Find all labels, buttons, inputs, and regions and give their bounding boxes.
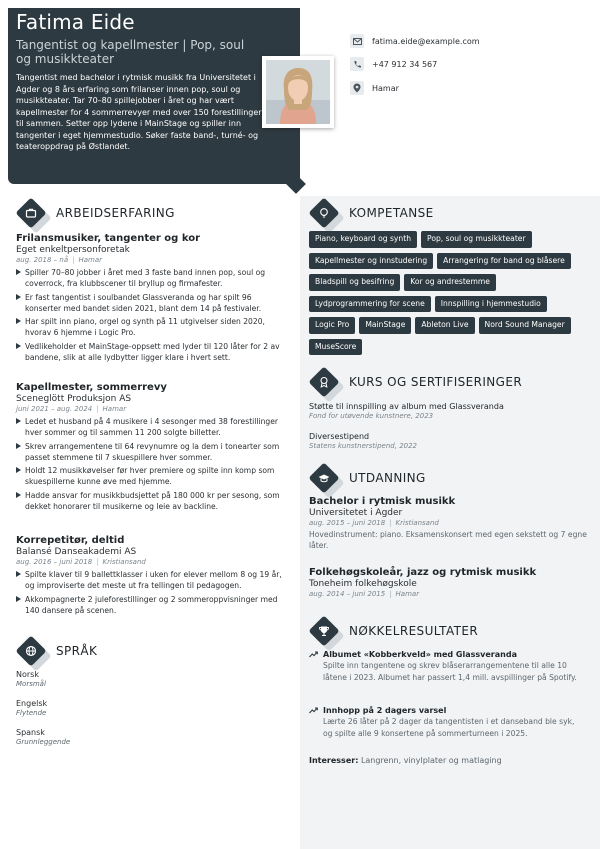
email-icon: [350, 34, 364, 48]
language-item: Norsk Morsmål: [16, 670, 46, 688]
candidate-name: Fatima Eide: [16, 10, 135, 34]
education-org: Universitetet i Agder: [309, 508, 403, 518]
skill-tag: MainStage: [359, 317, 411, 334]
language-item: Engelsk Flytende: [16, 699, 48, 717]
candidate-title: Tangentist og kapellmester | Pop, soul og musikkteater: [16, 38, 245, 66]
result-desc: Lærte 26 låter på 2 dager da tangentisten i et danseband ble syk, og spilte alle 9 konsertene på sommerturneen i 2025.: [323, 717, 575, 738]
courses-title: KURS OG SERTIFISERINGER: [349, 375, 523, 389]
course-item: Diversestipend Statens kunstnerstipend, 2022: [309, 432, 418, 450]
interests: [309, 756, 502, 765]
trend-up-icon: [309, 707, 318, 714]
email-text[interactable]: fatima.eide@example.com: [372, 36, 480, 46]
job-bullet: Er fast tangentist i soulbandet Glassveranda og har spilt 96 konserter med bandet siden 2021, blant dem 14 på festivaler.: [16, 292, 290, 314]
avatar: [266, 60, 330, 124]
profile-photo: [262, 56, 334, 128]
trend-up-icon: [309, 651, 318, 658]
job-role: Korrepetitør, deltid: [16, 535, 125, 546]
graduation-cap-icon: [309, 463, 339, 493]
skill-tag: Bladspill og besifring: [309, 274, 400, 291]
education-org: Toneheim folkehøgskole: [309, 579, 417, 589]
education-degree: Folkehøgskoleår, jazz og rytmisk musikk: [309, 567, 537, 578]
result-title: Innhopp på 2 dagers varsel: [323, 706, 447, 715]
languages-heading: [16, 636, 97, 666]
result-desc: Spilte inn tangentene og skrev blåserarrangementene til alle 10 låtene i 2023. Albumet har passert 1,4 mill. avspillinger på Spotify.: [323, 661, 577, 682]
skills-heading: [309, 198, 434, 228]
course-item: Støtte til innspilling av album med Glassveranda Fond for utøvende kunstnere, 2023: [309, 402, 504, 420]
location-text: Hamar: [372, 83, 399, 93]
result-item: [309, 650, 584, 683]
job-org: Sceneglött Produksjon AS: [16, 394, 132, 404]
lightbulb-icon: [309, 198, 339, 228]
skills-title: KOMPETANSE: [349, 206, 434, 220]
education-heading: [309, 463, 426, 493]
results-title: NØKKELRESULTATER: [349, 624, 479, 638]
job-bullet: Ledet et husband på 4 musikere i 4 sesonger med 38 forestillinger hver sommer og til sammen 11 200 solgte billetter.: [16, 416, 290, 438]
result-item: [309, 706, 584, 739]
courses-heading: [309, 367, 522, 397]
job-entry: [16, 535, 290, 618]
trophy-icon: [309, 616, 339, 646]
results-heading: [309, 616, 478, 646]
experience-title: ARBEIDSERFARING: [56, 206, 175, 220]
job-bullet: Akkompagnerte 2 juleforestillinger og 2 sommeroppvisninger med 140 dansere på scenen.: [16, 594, 290, 616]
interests-value: Langrenn, vinylplater og matlaging: [360, 756, 502, 765]
language-item: Spansk Grunnleggende: [16, 728, 71, 746]
skill-tag: Innspilling i hjemmestudio: [435, 296, 547, 313]
result-title: Albumet «Kobberkveld» med Glassveranda: [323, 650, 517, 659]
education-detail: Hovedinstrument: piano. Eksamenskonsert med egen sekstett og 7 egne låter.: [309, 530, 587, 550]
job-meta: juni 2021 – aug. 2024 | Hamar: [16, 405, 127, 413]
job-bullet: Skrev arrangementene til 64 revynumre og la dem i tonearter som passet stemmene til 7 skuespillere hver sommer.: [16, 441, 290, 463]
job-entry: [16, 382, 290, 514]
job-meta: aug. 2016 – juni 2018 | Kristiansand: [16, 558, 146, 566]
job-bullet: Spilte klaver til 9 ballettklasser i uken for elever mellom 8 og 19 år, og improviserte det meste ut fra tellingen til pedagogen.: [16, 569, 290, 591]
job-meta: aug. 2018 – nå | Hamar: [16, 256, 103, 264]
job-org: Balansé Danseakademi AS: [16, 547, 137, 557]
interests-label: Interesser:: [309, 756, 359, 765]
briefcase-icon: [16, 198, 46, 228]
globe-icon: [16, 636, 46, 666]
education-degree: Bachelor i rytmisk musikk: [309, 496, 456, 507]
skill-tag: MuseScore: [309, 339, 362, 356]
location-pin-icon: [350, 81, 364, 95]
skill-tag: Arrangering for band og blåsere: [437, 253, 571, 270]
job-bullet: Spiller 70–80 jobber i året med 3 faste band innen pop, soul og coverrock, fra klubbscener til bryllup og firmafester.: [16, 267, 290, 289]
skill-tag: Kapellmester og innstudering: [309, 253, 433, 270]
skill-tag: Nord Sound Manager: [479, 317, 571, 334]
job-role: Kapellmester, sommerrevy: [16, 382, 167, 393]
skills-tags: [309, 231, 589, 355]
profile-summary: Tangentist med bachelor i rytmisk musikk fra Universitetet i Agder og 8 års erfaring som frilanser innen pop, soul og musikkteater. Tar 70–80 spillejobber i året og har vært kapellmester for 4 sommerrevyer med over 150 forestillinger til sammen. Setter opp lydene i MainStage og spiller inn tangenter i eget hjemmestudio. Søker faste band-, turné- og teateroppdrag på Østlandet.: [16, 73, 262, 151]
job-bullet: Holdt 12 musikkøvelser før hver premiere og spilte inn komp som skuespillerne kunne øve med hjemme.: [16, 465, 290, 487]
skill-tag: Pop, soul og musikkteater: [421, 231, 532, 248]
job-entry: [16, 233, 290, 365]
award-icon: [309, 367, 339, 397]
phone-text[interactable]: +47 912 34 567: [372, 59, 438, 69]
job-bullet: Vedlikeholder et MainStage-oppsett med lyder til 120 låter for 2 av bandene, slik at alle lydbytter ligger klare i hvert sett.: [16, 341, 290, 363]
education-meta: aug. 2014 – juni 2015 | Hamar: [309, 590, 420, 598]
job-bullet: Hadde ansvar for musikkbudsjettet på 180 000 kr per sesong, som dekket honorarer til musikerne og leie av backline.: [16, 490, 290, 512]
job-role: Frilansmusiker, tangenter og kor: [16, 233, 200, 244]
languages-title: SPRÅK: [56, 644, 98, 658]
education-meta: aug. 2015 – juni 2018 | Kristiansand: [309, 519, 439, 527]
contact-phone[interactable]: [350, 57, 437, 71]
contact-email[interactable]: [350, 34, 480, 48]
job-bullet: Har spilt inn piano, orgel og synth på 11 utgivelser siden 2020, hvorav 6 hjemme i Logic Pro.: [16, 316, 290, 338]
education-entry: [309, 496, 589, 551]
skill-tag: Piano, keyboard og synth: [309, 231, 417, 248]
experience-heading: [16, 198, 175, 228]
job-org: Eget enkeltpersonforetak: [16, 245, 130, 255]
skill-tag: Lydprogrammering for scene: [309, 296, 431, 313]
skill-tag: Ableton Live: [415, 317, 474, 334]
education-title: UTDANNING: [349, 471, 426, 485]
contact-location: [350, 81, 399, 95]
education-entry: [309, 567, 589, 598]
skill-tag: Kor og andrestemme: [404, 274, 496, 291]
skill-tag: Logic Pro: [309, 317, 355, 334]
phone-icon: [350, 57, 364, 71]
